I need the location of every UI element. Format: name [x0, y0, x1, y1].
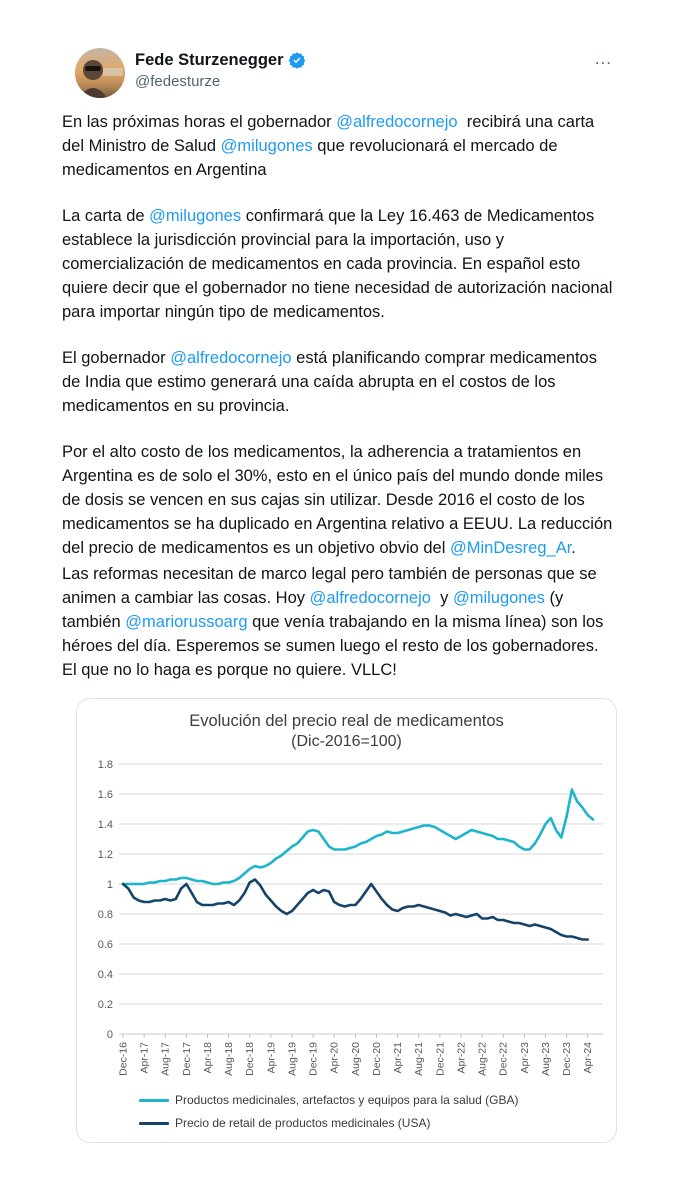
legend-label: Precio de retail de productos medicinales (USA): [175, 1116, 431, 1130]
x-tick-label: Dec-20: [370, 1042, 383, 1076]
x-tick-label: Apr-19: [265, 1042, 278, 1074]
tweet-paragraph: Las reformas necesitan de marco legal pero también de personas que se animen a cambiar las cosas. Hoy @alfredocornejo y @milugones (y también @mariorussoarg que venía trabajando en la misma línea) son los héroes del día. Esperemos se sumen luego el resto de los gobernadores. El que no lo haga es porque no quiere. VLLC!: [62, 565, 608, 679]
tweet-paragraph: En las próximas horas el gobernador @alfredocornejo recibirá una carta del Ministro de Salud @milugones que revolucionará el mercado de medicamentos en Argentina: [62, 113, 599, 179]
x-tick-label: Aug-17: [159, 1042, 172, 1076]
x-tick-label: Apr-20: [328, 1042, 341, 1074]
chart-canvas: [83, 756, 612, 1086]
y-tick-label: 0.8: [97, 909, 113, 921]
mention-link[interactable]: @alfredocornejo: [336, 113, 458, 131]
more-button[interactable]: [593, 48, 614, 70]
x-tick-label: Dec-17: [180, 1042, 193, 1076]
x-tick-label: Aug-23: [539, 1042, 552, 1076]
tweet-paragraph: La carta de @milugones confirmará que la Ley 16.463 de Medicamentos establece la jurisdicción provincial para la importación, uso y comercialización de medicamentos en cada provincia. En español esto quiere decir que el gobernador no tiene necesidad de autorización nacional para importar ningún tipo de medicamentos.: [62, 207, 617, 321]
x-tick-label: Dec-21: [434, 1042, 447, 1076]
legend-swatch-icon: [139, 1122, 169, 1125]
author-block: [135, 48, 306, 92]
y-tick-label: 0.2: [97, 999, 113, 1011]
x-tick-label: Apr-22: [455, 1042, 468, 1074]
chart-subtitle: (Dic-2016=100): [291, 733, 402, 750]
x-tick-label: Dec-16: [117, 1042, 130, 1076]
y-tick-label: 0: [106, 1029, 113, 1041]
x-tick-label: Aug-21: [413, 1042, 426, 1076]
x-tick-label: Apr-21: [392, 1042, 405, 1074]
tweet-text: [62, 110, 617, 682]
x-tick-label: Apr-17: [138, 1042, 151, 1074]
legend-swatch-icon: [139, 1099, 169, 1102]
x-tick-label: Aug-19: [286, 1042, 299, 1076]
legend-item: [139, 1093, 612, 1107]
y-tick-label: 1.8: [97, 759, 113, 771]
x-tick-label: Dec-19: [307, 1042, 320, 1076]
mention-link[interactable]: @milugones: [452, 589, 545, 607]
series-line-0: [123, 790, 593, 885]
mention-link[interactable]: @mariorussoarg: [125, 613, 248, 631]
avatar[interactable]: [75, 48, 125, 98]
mention-link[interactable]: @alfredocornejo: [309, 589, 431, 607]
y-tick-label: 1.6: [97, 789, 113, 801]
verified-badge-icon: [288, 51, 306, 69]
mention-link[interactable]: @milugones: [220, 137, 313, 155]
chart-media[interactable]: [76, 698, 617, 1143]
author-name[interactable]: Fede Sturzenegger: [135, 51, 284, 69]
mention-link[interactable]: @milugones: [149, 207, 242, 225]
y-tick-label: 1: [106, 879, 113, 891]
tweet-paragraph: El gobernador @alfredocornejo está planificando comprar medicamentos de India que estimo generará una caída abrupta en el costos de los medicamentos en su provincia.: [62, 349, 602, 415]
x-tick-label: Apr-18: [201, 1042, 214, 1074]
y-tick-label: 0.6: [97, 939, 113, 951]
x-tick-label: Apr-23: [518, 1042, 531, 1074]
more-icon: ...: [594, 49, 612, 68]
tweet-paragraph: Por el alto costo de los medicamentos, la adherencia a tratamientos en Argentina es de solo el 30%, esto en el único país del mundo donde miles de dosis se vencen en sus cajas sin utilizar. Desde 2016 el costo de los medicamentos se ha duplicado en Argentina relativo a EEUU. La reducción del precio de medicamentos es un objetivo obvio del @MinDesreg_Ar.: [62, 443, 617, 557]
avatar-image: [75, 48, 125, 98]
x-tick-label: Apr-24: [582, 1042, 595, 1074]
x-tick-label: Dec-18: [244, 1042, 257, 1076]
series-line-1: [123, 880, 588, 940]
author-handle[interactable]: @fedesturze: [135, 73, 221, 90]
y-tick-label: 0.4: [97, 969, 113, 981]
mention-link[interactable]: @MinDesreg_Ar: [449, 539, 572, 557]
x-tick-label: Aug-22: [476, 1042, 489, 1076]
tweet-header: [75, 48, 614, 98]
x-tick-label: Aug-20: [349, 1042, 362, 1076]
chart-legend: [139, 1093, 612, 1130]
x-tick-label: Aug-18: [223, 1042, 236, 1076]
mention-link[interactable]: @alfredocornejo: [170, 349, 292, 367]
chart-title: Evolución del precio real de medicamentos: [189, 712, 504, 730]
y-tick-label: 1.4: [97, 819, 113, 831]
legend-item: [139, 1116, 612, 1130]
y-tick-label: 1.2: [97, 849, 113, 861]
legend-label: Productos medicinales, artefactos y equipos para la salud (GBA): [175, 1093, 519, 1107]
x-tick-label: Dec-22: [497, 1042, 510, 1076]
x-tick-label: Dec-23: [561, 1042, 574, 1076]
line-chart: [83, 756, 612, 1091]
